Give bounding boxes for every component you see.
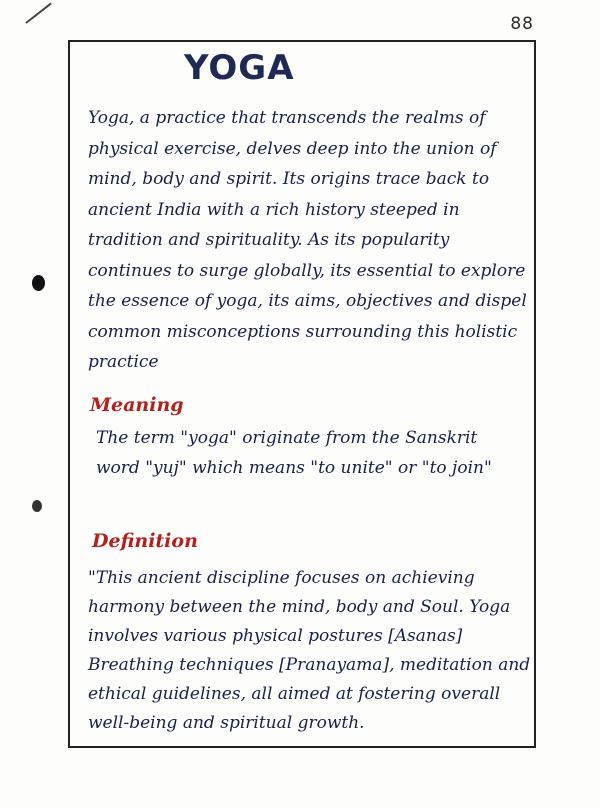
meaning-heading: Meaning — [90, 394, 184, 416]
page-title: YOGA — [184, 48, 295, 88]
definition-paragraph: "This ancient discipline focuses on achieving harmony between the mind, body and Soul. Yoga involves various physical postures [Asanas] Breathing techniques [Pranayama], meditation and ethical guidelines, all aimed at fostering overall well-being and spiritual growth. — [88, 568, 531, 733]
meaning-paragraph: The term "yoga" originate from the Sanskrit word "yuj" which means "to unite" or "to join" — [96, 428, 492, 478]
binder-hole — [32, 500, 42, 512]
intro-paragraph: Yoga, a practice that transcends the realms of physical exercise, delves deep into the union of mind, body and spirit. Its origins trace back to ancient India with a rich history steeped in tradition and spirituality. As its popularity continues to surge globally, its essential to explore the essence of yoga, its aims, objectives and dispel common misconceptions surrounding this holistic practice — [88, 108, 527, 372]
binder-hole — [32, 275, 45, 291]
pen-stroke-mark — [25, 3, 51, 24]
definition-heading: Definition — [92, 530, 198, 552]
page-number: 88 — [510, 14, 534, 34]
